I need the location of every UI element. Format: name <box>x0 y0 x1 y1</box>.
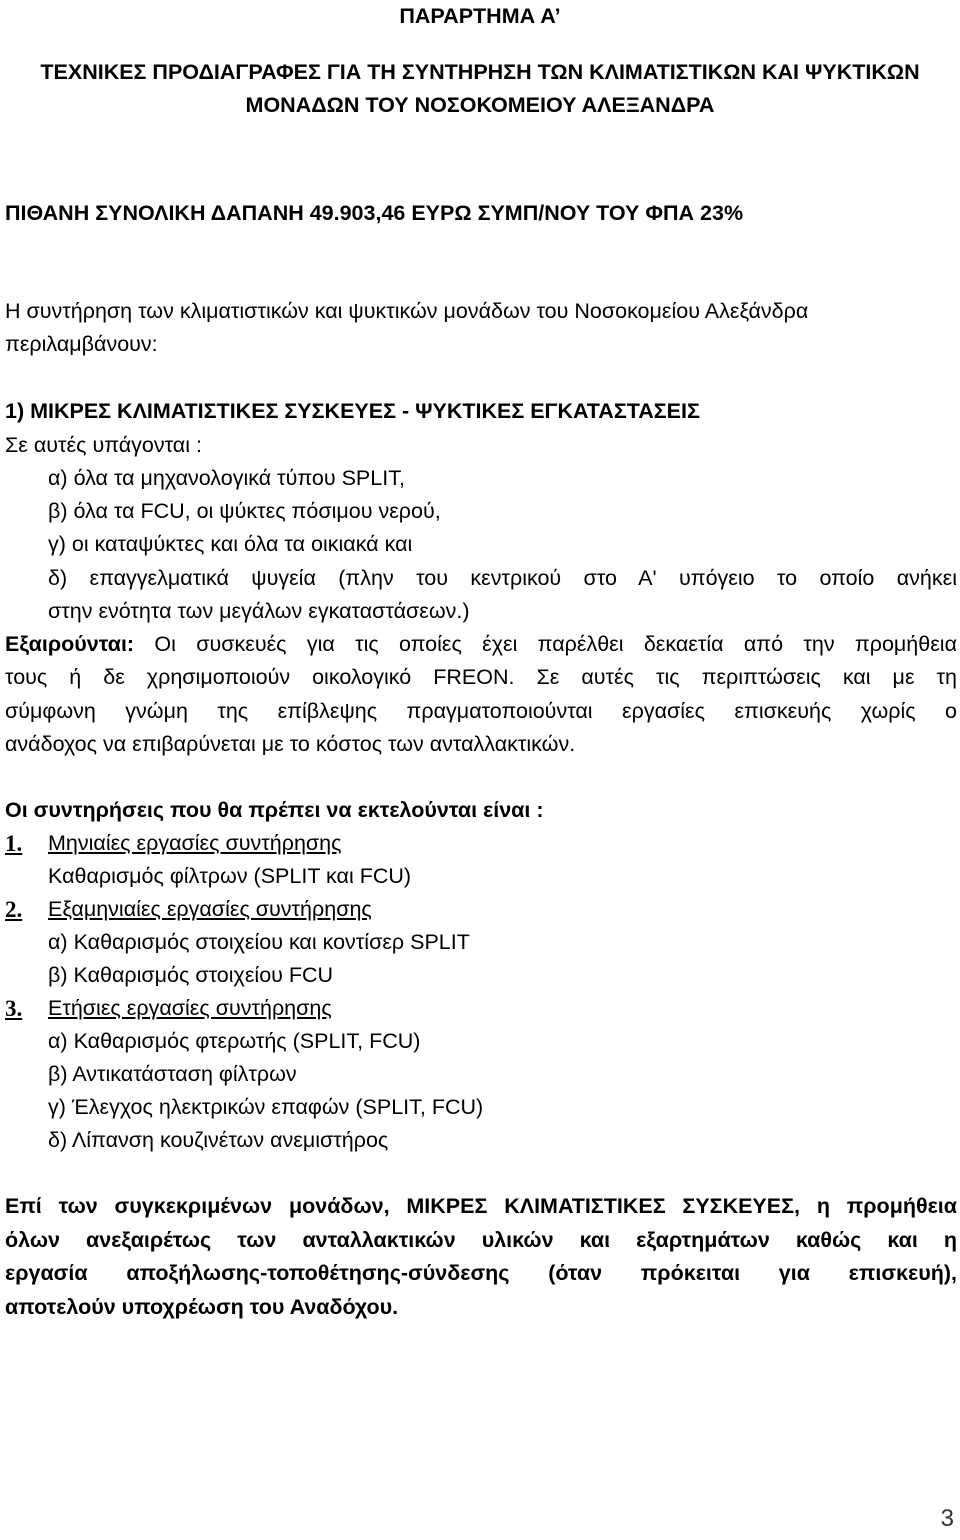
list-item: β) όλα τα FCU, οι ψύκτες πόσιμου νερού, <box>48 499 441 523</box>
group-title: Εξαμηνιαίες εργασίες συντήρησης <box>48 897 372 921</box>
list-item: δ) επαγγελματικά ψυγεία (πλην του κεντρικού στο Α' υπόγειο το οποίο ανήκει <box>48 566 957 590</box>
intro-line-2: περιλαμβάνουν: <box>5 332 158 356</box>
section-1-subheading: Σε αυτές υπάγονται : <box>5 433 202 457</box>
list-item: β) Αντικατάσταση φίλτρων <box>48 1062 297 1086</box>
list-item: γ) Έλεγχος ηλεκτρικών επαφών (SPLIT, FCU) <box>48 1095 484 1119</box>
group-title: Ετήσιες εργασίες συντήρησης <box>48 996 332 1020</box>
maintenance-group-2 <box>5 893 22 927</box>
group-title: Μηνιαίες εργασίες συντήρησης <box>48 831 342 855</box>
section-1-heading: 1) ΜΙΚΡΕΣ ΚΛΙΜΑΤΙΣΤΙΚΕΣ ΣΥΣΚΕΥΕΣ - ΨΥΚΤΙΚΕΣ ΕΓΚΑΤΑΣΤΑΣΕΙΣ <box>5 399 700 423</box>
exclusion-line-4: ανάδοχος να επιβαρύνεται με το κόστος των ανταλλακτικών. <box>5 732 576 756</box>
group-number: 3. <box>5 996 23 1021</box>
list-item: γ) οι καταψύκτες και όλα τα οικιακά και <box>48 532 413 556</box>
page-number: 3 <box>940 1505 954 1532</box>
list-item: δ) Λίπανση κουζινέτων ανεμιστήρος <box>48 1128 389 1152</box>
maintenance-group-3 <box>5 992 22 1026</box>
list-item: α) Καθαρισμός στοιχείου και κοντίσερ SPLIT <box>48 930 470 954</box>
list-item: Καθαρισμός φίλτρων (SPLIT και FCU) <box>48 864 412 888</box>
exclusion-line-2: τους ή δε χρησιμοποιούν οικολογικό FREON. Σε αυτές τις περιπτώσεις και με τη <box>5 665 957 689</box>
group-number: 2. <box>5 897 23 922</box>
total-cost: ΠΙΘΑΝΗ ΣΥΝΟΛΙΚΗ ΔΑΠΑΝΗ 49.903,46 ΕΥΡΩ ΣΥΜΠ/ΝΟΥ ΤΟΥ ΦΠΑ 23% <box>5 201 744 225</box>
list-item: στην ενότητα των μεγάλων εγκαταστάσεων.) <box>48 599 470 623</box>
maintenance-group-1 <box>5 827 22 861</box>
list-item: α) Καθαρισμός φτερωτής (SPLIT, FCU) <box>48 1029 421 1053</box>
exclusion-line-3: σύμφωνη γνώμη της επίβλεψης πραγματοποιούνται εργασίες επισκευής χωρίς ο <box>5 699 957 723</box>
exclusion-label: Εξαιρούνται: <box>5 632 135 656</box>
document-title-line-2: ΜΟΝΑΔΩΝ ΤΟΥ ΝΟΣΟΚΟΜΕΙΟΥ ΑΛΕΞΑΝΔΡΑ <box>245 93 715 117</box>
maintenance-heading: Οι συντηρήσεις που θα πρέπει να εκτελούνται είναι : <box>5 798 544 822</box>
list-item: β) Καθαρισμός στοιχείου FCU <box>48 963 334 987</box>
closing-line-1: Επί των συγκεκριμένων μονάδων, ΜΙΚΡΕΣ ΚΛΙΜΑΤΙΣΤΙΚΕΣ ΣΥΣΚΕΥΕΣ, η προμήθεια <box>5 1194 957 1218</box>
closing-line-3: εργασία αποξήλωσης-τοποθέτησης-σύνδεσης (όταν πρόκειται για επισκευή), <box>5 1261 957 1285</box>
exclusion-text: Οι συσκευές για τις οποίες έχει παρέλθει δεκαετία από την προμήθεια <box>134 632 957 656</box>
annex-title: ΠΑΡΑΡΤΗΜΑ Α’ <box>399 4 561 28</box>
intro-line-1: Η συντήρηση των κλιματιστικών και ψυκτικών μονάδων του Νοσοκομείου Αλεξάνδρα <box>5 299 809 323</box>
document-title-line-1: ΤΕΧΝΙΚΕΣ ΠΡΟΔΙΑΓΡΑΦΕΣ ΓΙΑ ΤΗ ΣΥΝΤΗΡΗΣΗ ΤΩΝ ΚΛΙΜΑΤΙΣΤΙΚΩΝ ΚΑΙ ΨΥΚΤΙΚΩΝ <box>40 60 920 84</box>
closing-line-2: όλων ανεξαιρέτως των ανταλλακτικών υλικών και εξαρτημάτων καθώς και η <box>5 1228 957 1252</box>
group-number: 1. <box>5 831 23 856</box>
closing-line-4: αποτελούν υποχρέωση του Αναδόχου. <box>5 1295 399 1319</box>
exclusion-line-1 <box>5 628 957 661</box>
list-item: α) όλα τα μηχανολογικά τύπου SPLIT, <box>48 466 405 490</box>
